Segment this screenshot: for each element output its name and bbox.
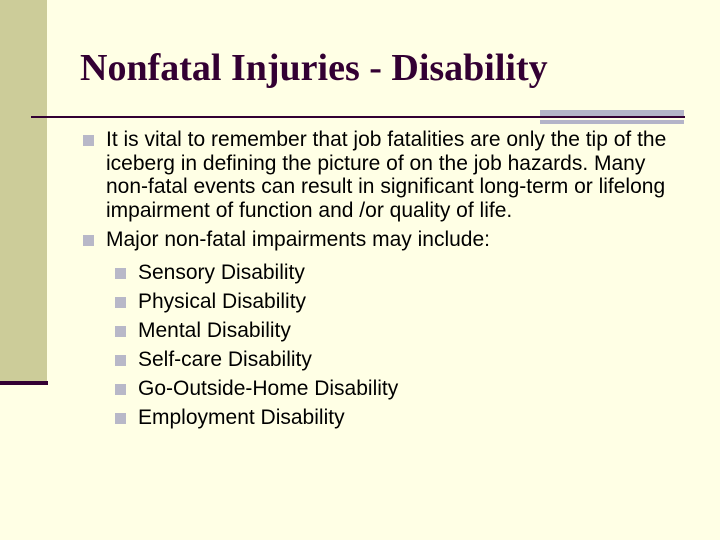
sub-bullet-text: Employment Disability — [138, 405, 345, 429]
bullet-item — [82, 128, 692, 222]
sub-bullet-item — [82, 258, 692, 287]
square-bullet-icon — [115, 384, 126, 395]
bullet-text: It is vital to remember that job fatalities are only the tip of the iceberg in defining the picture of on the job hazards. Many non-fatal events can result in significant long-term or lifelong impairment of function and /or quality of life. — [106, 128, 667, 222]
sub-bullet-item — [82, 374, 692, 403]
square-bullet-icon — [115, 268, 126, 279]
bullet-text: Major non-fatal impairments may include: — [106, 228, 490, 251]
square-bullet-icon — [115, 413, 126, 424]
bullet-item — [82, 228, 692, 252]
sub-bullet-text: Go-Outside-Home Disability — [138, 376, 399, 400]
left-decorative-bar — [0, 0, 47, 382]
square-bullet-icon — [115, 297, 126, 308]
sub-bullet-text: Sensory Disability — [138, 260, 305, 284]
title-underline — [31, 116, 685, 118]
sub-bullet-text: Physical Disability — [138, 289, 307, 313]
sub-bullet-text: Self-care Disability — [138, 347, 312, 371]
sub-bullet-item — [82, 316, 692, 345]
square-bullet-icon — [83, 135, 94, 146]
left-bar-base-line — [0, 381, 48, 385]
sub-bullet-item — [82, 345, 692, 374]
square-bullet-icon — [83, 235, 94, 246]
square-bullet-icon — [115, 326, 126, 337]
sub-bullet-text: Mental Disability — [138, 318, 291, 342]
title-accent-bar-lower — [540, 120, 684, 124]
square-bullet-icon — [115, 355, 126, 366]
slide-title: Nonfatal Injuries - Disability — [80, 47, 548, 89]
sub-bullet-item — [82, 287, 692, 316]
slide-content — [82, 128, 692, 432]
sub-bullet-item — [82, 403, 692, 432]
